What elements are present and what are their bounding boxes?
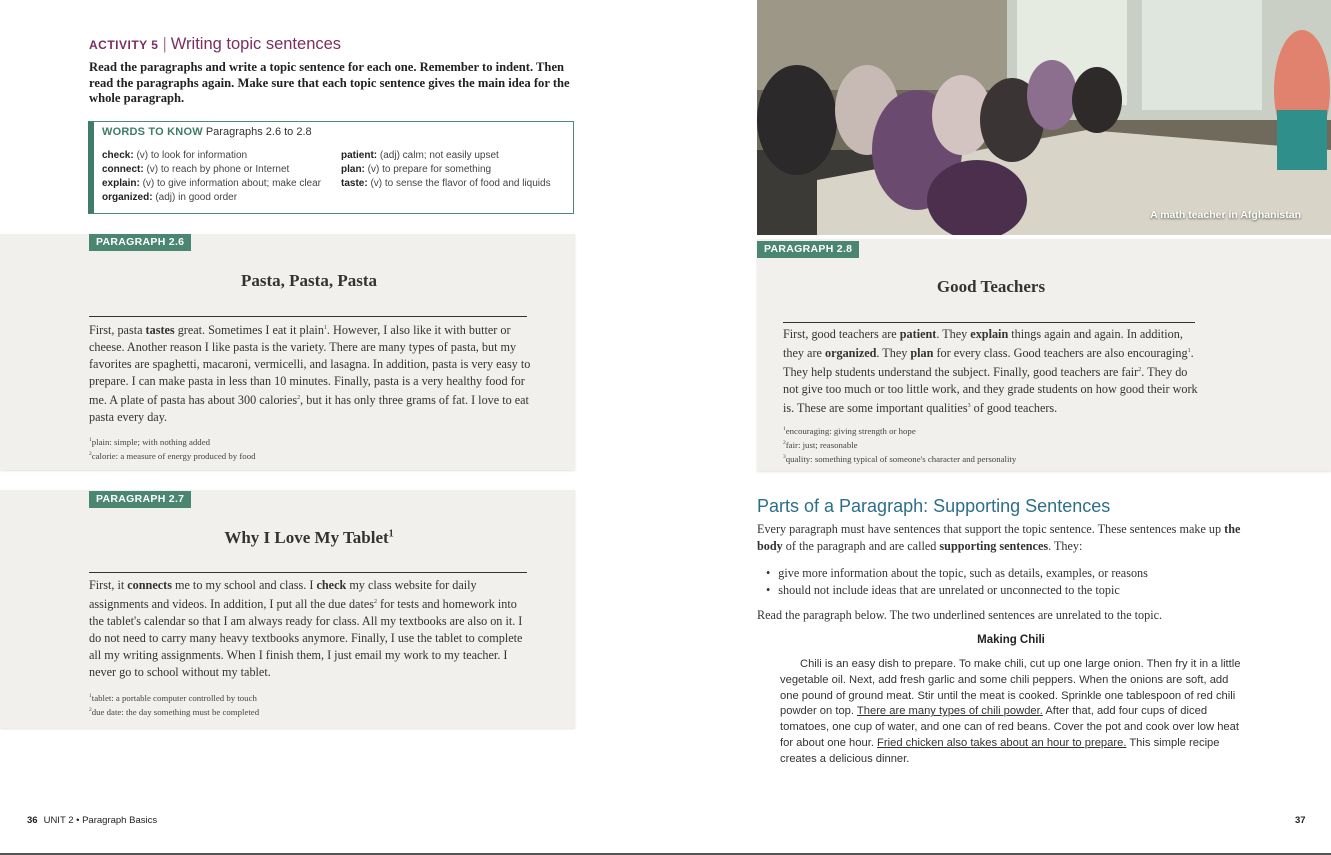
paragraph-2-8-tag: PARAGRAPH 2.8 bbox=[757, 241, 859, 258]
footnote: $^2$due date: the day something must be completed bbox=[89, 706, 260, 717]
words-right-column bbox=[341, 149, 551, 191]
footnote: $^1$plain: simple; with nothing added bbox=[89, 436, 211, 447]
unrelated-sentence: There are many types of chili powder. bbox=[856, 705, 1043, 718]
making-chili-body: Chili is an easy dish to prepare. To make chili, cut up one large onion. Then fry it in a little vegetable oil. Next, add fresh garlic and some chili peppers. When the onions are soft, add one pound of ground meat. Stir until the meat is cooked. Sprinkle one tablespoon of red chili powder on top. There are many types of chili powder. After that, add four cups of diced tomatoes, one cup of water, and one can of red beans. Cover the pot and cook over low heat for about one hour. Fried chicken also takes about an hour to prepare. This simple recipe creates a delicious dinner. bbox=[780, 658, 1241, 765]
topic-sentence-blank[interactable] bbox=[89, 572, 527, 573]
section-heading: Parts of a Paragraph: Supporting Sentences bbox=[757, 496, 1111, 516]
paragraph-2-8-title: Good Teachers bbox=[936, 277, 1046, 296]
activity-heading bbox=[89, 35, 341, 54]
paragraph-2-7-body: First, it connects me to my school and class. I check my class website for daily assignments and videos. In addition, I put all the due dates$^2$ for tests and homework into the tablet's calendar so that I am always ready for class. All my textbooks are also on it. I do not need to carry many heavy textbooks anymore. Finally, I use the tablet to complete all my writing assignments. When I finish them, I just email my work to my teacher. I never go to school without my tablet. bbox=[89, 578, 523, 680]
paragraph-2-8-footnotes bbox=[783, 423, 1223, 465]
word-entry: patient: (adj) calm; not easily upset bbox=[341, 150, 499, 161]
read-below-instruction: Read the paragraph below. The two underlined sentences are unrelated to the topic. bbox=[757, 608, 1163, 622]
page-number-right: 37 bbox=[1295, 815, 1306, 826]
list-item: • give more information about the topic, such as details, examples, or reasons bbox=[766, 565, 1148, 582]
activity-instructions: Read the paragraphs and write a topic sentence for each one. Remember to indent. Then read the paragraphs again. Make sure that each topic sentence gives the main idea for the whole paragraph. bbox=[89, 60, 570, 105]
supporting-sentence-rules bbox=[766, 565, 1148, 599]
paragraph-2-6-title: Pasta, Pasta, Pasta bbox=[241, 271, 377, 290]
words-left-column bbox=[102, 149, 321, 205]
word-entry: check: (v) to look for information bbox=[102, 150, 248, 161]
paragraph-2-7-tag: PARAGRAPH 2.7 bbox=[89, 491, 191, 508]
classroom-photo-image bbox=[757, 0, 1331, 235]
footnote: $^1$encouraging: giving strength or hope bbox=[783, 425, 916, 436]
paragraph-2-7-footnotes bbox=[89, 690, 509, 718]
word-entry: organized: (adj) in good order bbox=[102, 192, 238, 203]
page-number-left: 36 bbox=[27, 815, 38, 826]
activity-title: Writing topic sentences bbox=[170, 35, 342, 53]
footnote: $^2$fair: just; reasonable bbox=[783, 439, 858, 450]
paragraph-2-6-body: First, pasta tastes great. Sometimes I eat it plain$^1$. However, I also like it with butter or cheese. Another reason I like pasta is the variety. There are many types of pasta, but my favorites are spaghetti, macaroni, vermicelli, and lasagna. In addition, pasta is very easy to prepare. I can make pasta in less than 10 minutes. Finally, pasta is a very healthy food for me. A plate of pasta has about 300 calories$^2$, but it has only three grams of fat. I love to eat pasta every day. bbox=[89, 323, 531, 425]
list-item: • should not include ideas that are unrelated or unconnected to the topic bbox=[766, 582, 1148, 599]
classroom-photo bbox=[757, 0, 1331, 235]
word-entry: connect: (v) to reach by phone or Internet bbox=[102, 164, 290, 175]
word-entry: plan: (v) to prepare for something bbox=[341, 164, 492, 175]
word-entry: explain: (v) to give information about; make clear bbox=[102, 178, 321, 189]
paragraph-2-8-body: First, good teachers are patient. They explain things again and again. In addition, they are organized. They plan for every class. Good teachers are also encouraging$^1$. They help students understand the subject. Finally, good teachers are fair$^2$. They do not give too much or too little work, and they grade students on how good their work is. These are some important qualities$^3$ of good teachers. bbox=[783, 327, 1198, 416]
footer-left bbox=[27, 815, 157, 826]
activity-separator: | bbox=[162, 35, 167, 53]
words-to-know-label: WORDS TO KNOW bbox=[102, 126, 203, 138]
paragraph-2-6-footnotes bbox=[89, 434, 509, 462]
unrelated-sentence: Fried chicken also takes about an hour to prepare. bbox=[877, 736, 1127, 749]
words-to-know-range: Paragraphs 2.6 to 2.8 bbox=[205, 126, 312, 138]
footnote: $^2$calorie: a measure of energy produced by food bbox=[89, 450, 256, 461]
word-entry: taste: (v) to sense the flavor of food and liquids bbox=[341, 178, 551, 189]
photo-caption: A math teacher in Afghanistan bbox=[1150, 209, 1301, 221]
making-chili-title: Making Chili bbox=[977, 634, 1045, 646]
unit-label: UNIT 2 • Paragraph Basics bbox=[43, 815, 158, 826]
topic-sentence-blank[interactable] bbox=[783, 322, 1195, 323]
paragraph-2-7-title: Why I Love My Tablet$^1$ bbox=[224, 528, 394, 547]
footnote: $^1$tablet: a portable computer controlled by touch bbox=[89, 692, 257, 703]
topic-sentence-blank[interactable] bbox=[89, 316, 527, 317]
words-to-know-title bbox=[102, 126, 312, 138]
footnote: $^3$quality: something typical of someone's character and personality bbox=[783, 453, 1017, 464]
section-intro: Every paragraph must have sentences that support the topic sentence. These sentences make up the body of the paragraph and are called supporting sentences. They: bbox=[757, 522, 1241, 553]
activity-number: ACTIVITY 5 bbox=[89, 38, 159, 52]
paragraph-2-6-tag: PARAGRAPH 2.6 bbox=[89, 234, 191, 251]
